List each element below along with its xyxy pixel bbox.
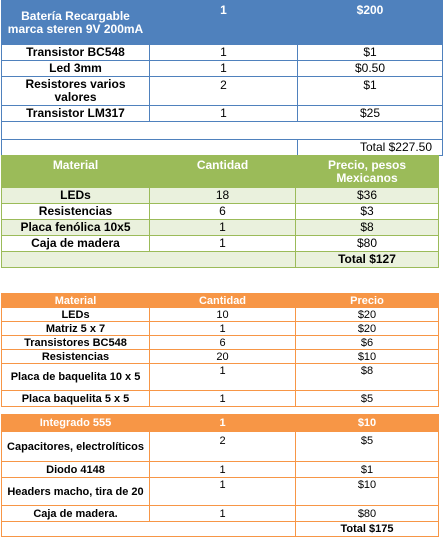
table-row <box>2 188 439 204</box>
row-qty: 1 <box>150 462 296 478</box>
row-price: $3 <box>296 204 439 220</box>
materials-table-4 <box>1 414 439 537</box>
table-row <box>2 106 443 122</box>
table-row <box>2 506 439 522</box>
header-price: $200 <box>298 1 443 45</box>
table-row <box>2 478 439 506</box>
table-header-row <box>2 294 439 308</box>
row-price: $8 <box>296 364 439 391</box>
row-material: Placa de baquelita 10 x 5 <box>2 364 150 391</box>
row-qty: 2 <box>150 432 296 462</box>
row-qty: 1 <box>150 236 296 252</box>
row-qty: 1 <box>150 322 296 336</box>
row-qty: 1 <box>150 478 296 506</box>
row-material: Led 3mm <box>2 61 150 77</box>
row-qty: 1 <box>150 220 296 236</box>
table-row <box>2 391 439 407</box>
row-price: $1 <box>298 45 443 61</box>
row-price: $25 <box>298 106 443 122</box>
row-qty: 2 <box>150 77 298 106</box>
table-row <box>2 204 439 220</box>
row-qty: 6 <box>150 336 296 350</box>
row-material: Headers macho, tira de 20 <box>2 478 150 506</box>
row-material: Caja de madera. <box>2 506 150 522</box>
table-row <box>2 462 439 478</box>
row-qty: 1 <box>150 506 296 522</box>
row-material: Transistor LM317 <box>2 106 150 122</box>
row-price: $6 <box>296 336 439 350</box>
header-qty: Cantidad <box>150 156 296 188</box>
header-material: Material <box>2 156 150 188</box>
row-qty: 10 <box>150 308 296 322</box>
table-row <box>2 350 439 364</box>
materials-table-3 <box>1 293 439 407</box>
table-header-row <box>2 1 443 45</box>
table-row <box>2 432 439 462</box>
table-row <box>2 77 443 106</box>
row-price: $10 <box>296 478 439 506</box>
header-price: $10 <box>296 415 439 432</box>
row-qty: 1 <box>150 391 296 407</box>
empty-row <box>2 122 443 140</box>
row-price: $1 <box>298 77 443 106</box>
table-row <box>2 322 439 336</box>
row-qty: 1 <box>150 364 296 391</box>
row-price: $1 <box>296 462 439 478</box>
row-qty: 18 <box>150 188 296 204</box>
row-price: $80 <box>296 236 439 252</box>
total-value: Total $127 <box>296 252 439 268</box>
row-material: Transistores BC548 <box>2 336 150 350</box>
header-qty: 1 <box>150 1 298 45</box>
row-price: $10 <box>296 350 439 364</box>
row-price: $20 <box>296 308 439 322</box>
table-header-row <box>2 415 439 432</box>
table-row <box>2 220 439 236</box>
total-row <box>2 252 439 268</box>
header-material: Integrado 555 <box>2 415 150 432</box>
total-row <box>2 140 443 156</box>
header-price: Precio <box>296 294 439 308</box>
total-value: Total $227.50 <box>298 140 443 156</box>
row-material: LEDs <box>2 308 150 322</box>
row-material: Resistencias <box>2 204 150 220</box>
row-price: $5 <box>296 391 439 407</box>
total-value: Total $175 <box>296 522 439 537</box>
table-header-row <box>2 156 439 188</box>
row-price: $20 <box>296 322 439 336</box>
row-material: Resistores varios valores <box>2 77 150 106</box>
table-row <box>2 61 443 77</box>
total-row <box>2 522 439 537</box>
row-material: Placa baquelita 5 x 5 <box>2 391 150 407</box>
row-qty: 20 <box>150 350 296 364</box>
row-qty: 1 <box>150 106 298 122</box>
row-material: Resistencias <box>2 350 150 364</box>
materials-table-1 <box>1 0 443 156</box>
row-price: $5 <box>296 432 439 462</box>
row-price: $36 <box>296 188 439 204</box>
table-row <box>2 236 439 252</box>
row-price: $8 <box>296 220 439 236</box>
row-qty: 1 <box>150 61 298 77</box>
row-material: LEDs <box>2 188 150 204</box>
row-material: Placa fenólica 10x5 <box>2 220 150 236</box>
row-material: Matriz 5 x 7 <box>2 322 150 336</box>
row-price: $0.50 <box>298 61 443 77</box>
row-material: Caja de madera <box>2 236 150 252</box>
header-material: Batería Recargable marca steren 9V 200mA <box>2 1 150 45</box>
row-material: Transistor BC548 <box>2 45 150 61</box>
row-qty: 6 <box>150 204 296 220</box>
header-qty: 1 <box>150 415 296 432</box>
row-price: $80 <box>296 506 439 522</box>
table-row <box>2 364 439 391</box>
row-material: Capacitores, electrolíticos <box>2 432 150 462</box>
table-row <box>2 336 439 350</box>
header-material: Material <box>2 294 150 308</box>
row-material: Diodo 4148 <box>2 462 150 478</box>
materials-table-2 <box>1 155 439 268</box>
row-qty: 1 <box>150 45 298 61</box>
header-price: Precio, pesos Mexicanos <box>296 156 439 188</box>
table-row <box>2 45 443 61</box>
table-row <box>2 308 439 322</box>
header-qty: Cantidad <box>150 294 296 308</box>
